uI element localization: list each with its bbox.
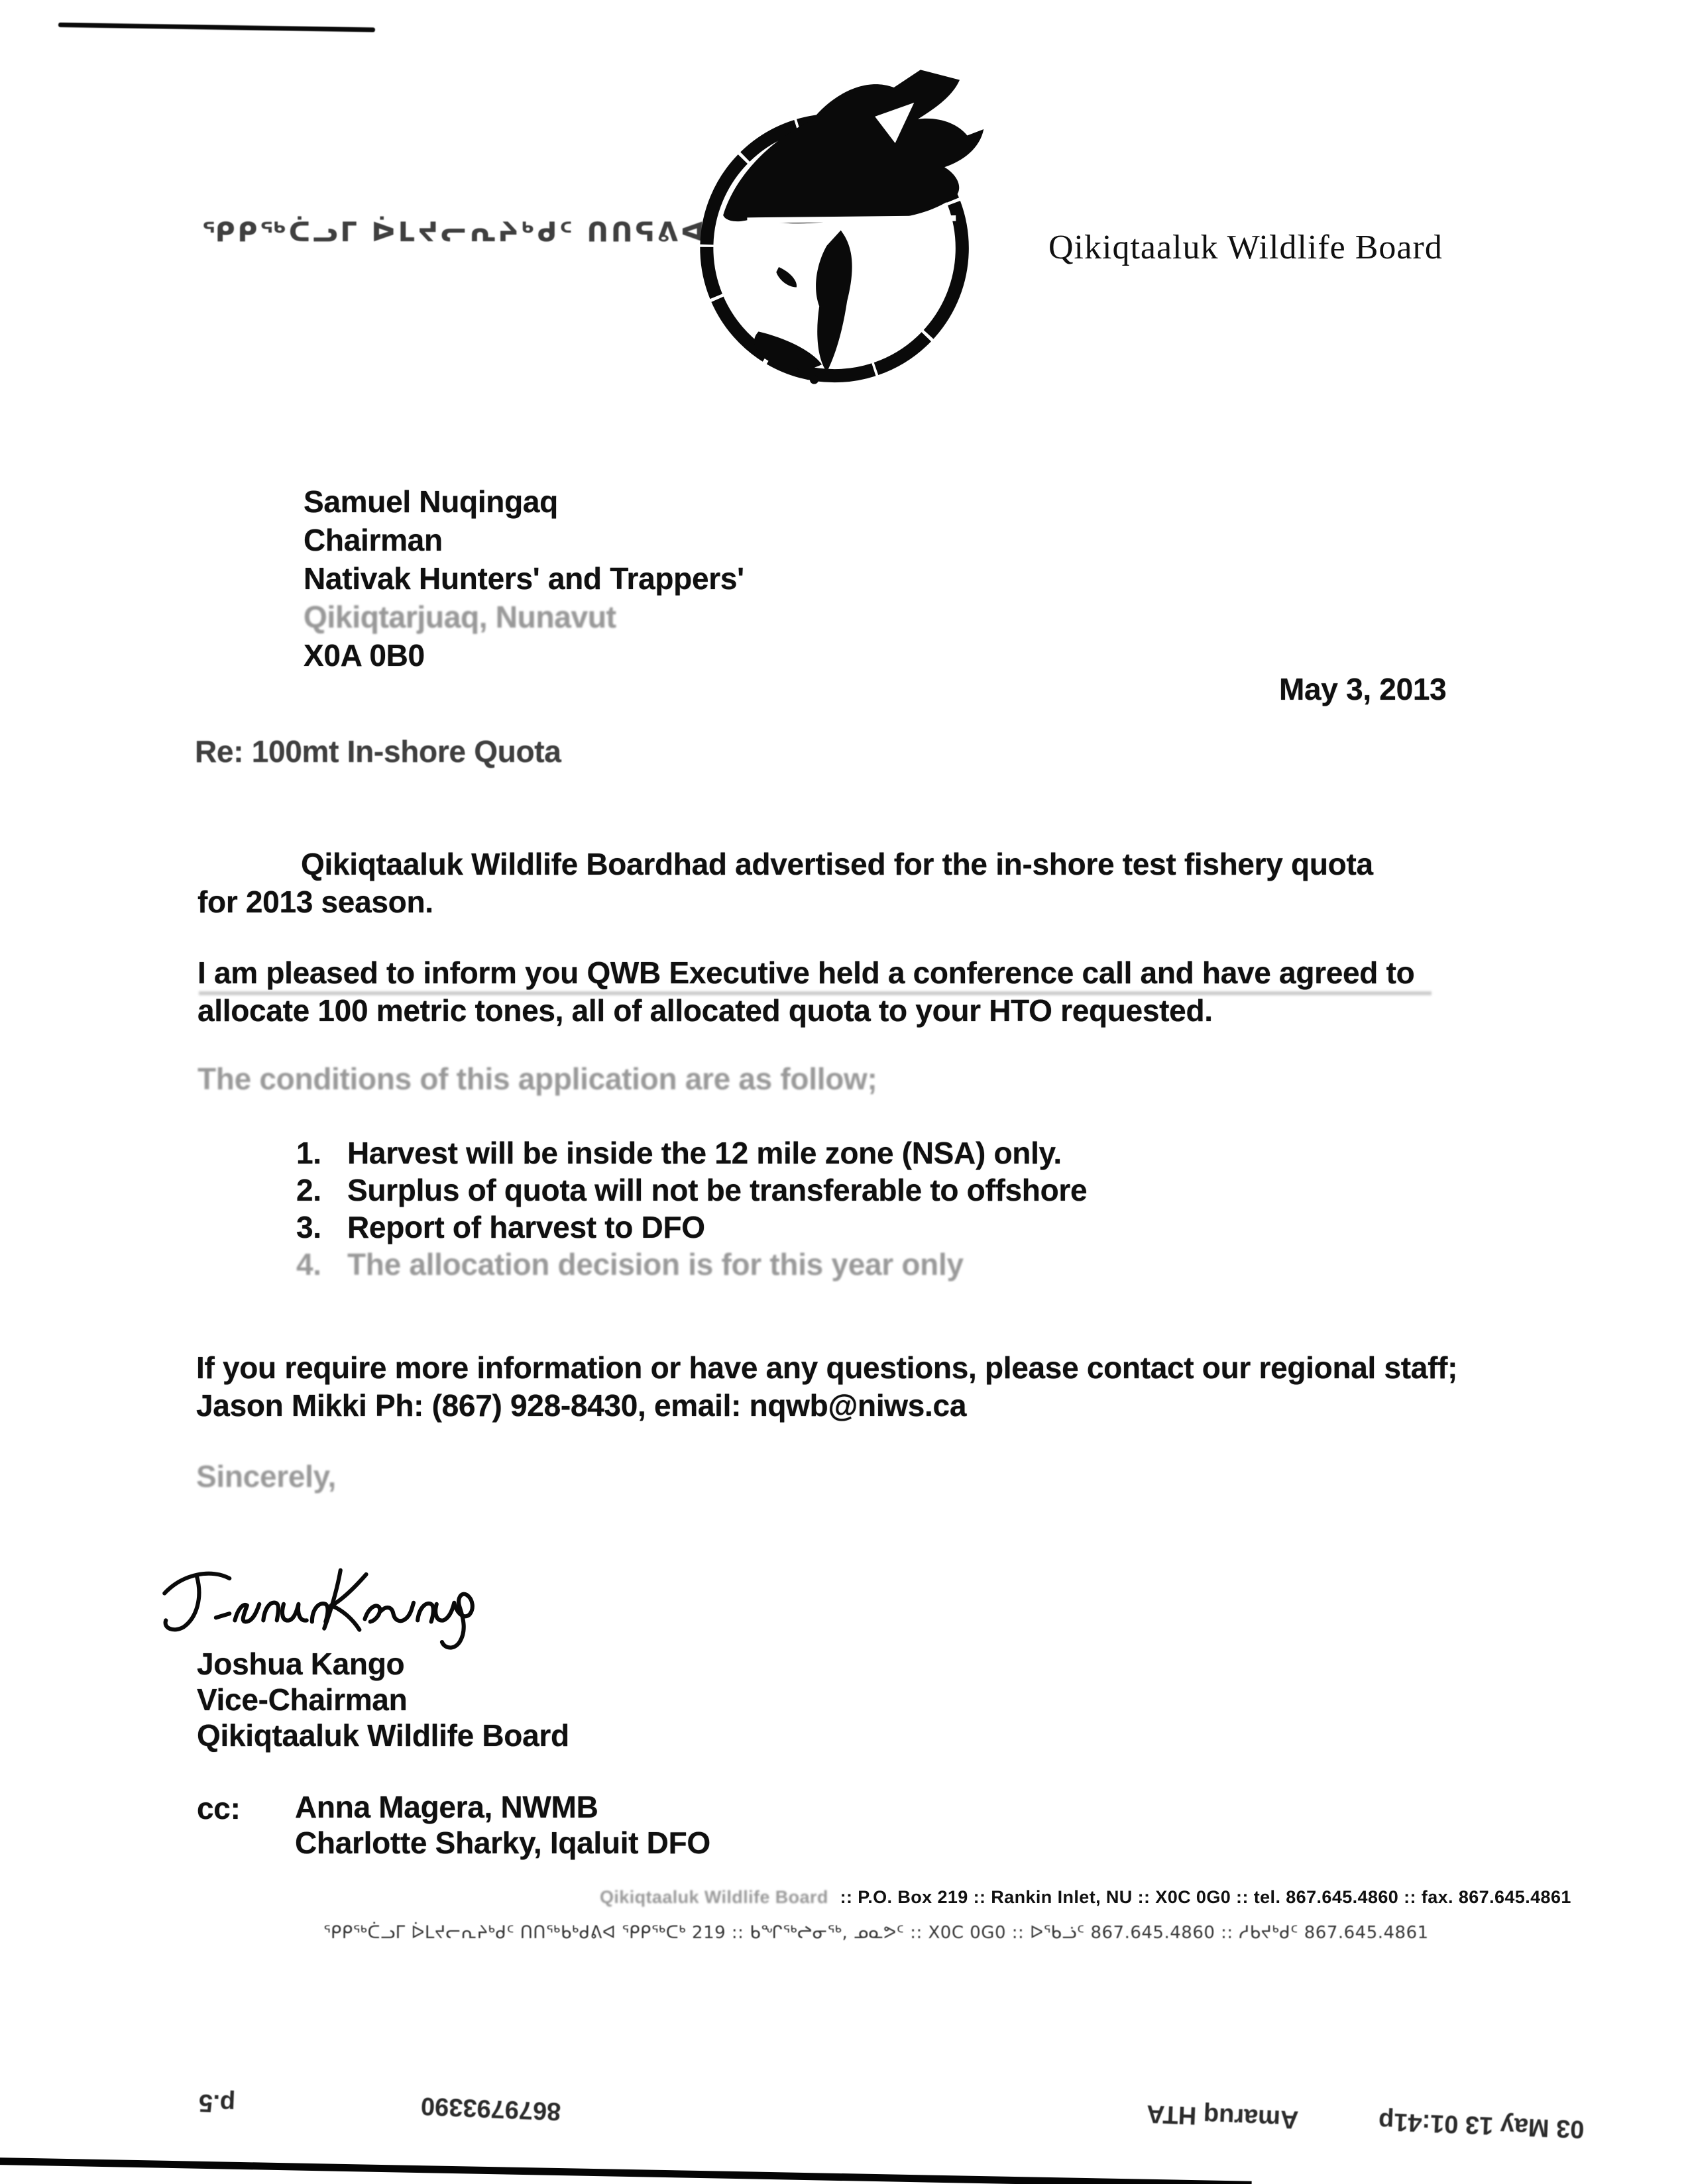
condition-1-text: Harvest will be inside the 12 mile zone (NSA) only.	[347, 1136, 1062, 1170]
condition-2-text: Surplus of quota will not be transferable to offshore	[347, 1173, 1088, 1207]
qwb-bird-emblem-logo-icon	[684, 57, 987, 395]
closing-sincerely: Sincerely,	[196, 1459, 336, 1494]
condition-4-number: 4.	[296, 1247, 321, 1282]
recipient-name: Samuel Nuqingaq	[304, 484, 558, 519]
letterhead-org-name: Qikiqtaaluk Wildlife Board	[1048, 229, 1443, 266]
handwritten-signature-icon	[158, 1558, 476, 1658]
cc-label: cc:	[197, 1791, 241, 1826]
condition-3-number: 3.	[296, 1210, 321, 1244]
fax-page-number: p.5	[198, 2088, 236, 2118]
recipient-organization: Nativak Hunters' and Trappers'	[304, 561, 744, 596]
cc-entry-1: Anna Magera, NWMB	[295, 1790, 598, 1824]
condition-1-number: 1.	[296, 1136, 321, 1170]
paragraph-2: I am pleased to inform you QWB Executive held a conference call and have agreed to allocate 100 metric tones, all of allocated quota to your HTO requested.	[197, 956, 1415, 1028]
condition-4-text: The allocation decision is for this year only	[347, 1247, 964, 1282]
footer-address-line: :: P.O. Box 219 :: Rankin Inlet, NU :: X0C 0G0 :: tel. 867.645.4860 :: fax. 867.645.4861	[840, 1887, 1571, 1907]
letter-date: May 3, 2013	[1279, 672, 1447, 706]
condition-item-1	[296, 1134, 1463, 1172]
condition-item-3	[296, 1209, 1463, 1246]
paragraph-3-conditions-intro: The conditions of this application are as follow;	[197, 1062, 877, 1096]
fax-sender: Amaruq HTA	[1146, 2099, 1300, 2134]
scan-artifact-top-line	[58, 23, 375, 32]
signer-organization: Qikiqtaaluk Wildlife Board	[197, 1718, 569, 1753]
condition-item-2	[296, 1172, 1463, 1209]
scan-artifact-bottom-line	[0, 2157, 1252, 2184]
signer-name: Joshua Kango	[197, 1647, 405, 1681]
paragraph-1: Qikiqtaaluk Wildlife Boardhad advertised for the in-shore test fishery quota for 2013 season.	[197, 847, 1373, 919]
footer-org-name: Qikiqtaaluk Wildlife Board	[600, 1887, 828, 1907]
condition-item-4	[296, 1246, 1463, 1283]
paragraph-4-contact: If you require more information or have any questions, please contact our regional staff; Jason Mikki Ph: (867) 928-8430, email: nqwb@niws.ca	[196, 1350, 1458, 1423]
signer-title: Vice-Chairman	[197, 1682, 408, 1717]
condition-2-number: 2.	[296, 1173, 321, 1207]
cc-entry-2: Charlotte Sharky, Iqaluit DFO	[295, 1826, 710, 1860]
footer-inuktitut-line: ᕿᑭᖅᑖᓗᒥ ᐆᒪᔪᓕᕆᔨᒃᑯᑦ ᑎᑎᖅᑲᒃᑯᕕᐊ ᕿᑭᖅᑕᒃ 219 :: ᑲᖏᖅᖠᓂᖅ, ᓄᓇᕗᑦ :: X0C 0G0 :: ᐅᖃᓘᑦ 867.645.4860 :: ᓱᑲᔪᒃᑯᑦ 867.645.4861	[323, 1923, 1429, 1943]
subject-line: Re: 100mt In-shore Quota	[195, 734, 561, 769]
letterhead-inuktitut-title: ᕿᑭᖅᑖᓗᒥ ᐆᒪᔪᓕᕆᔨᒃᑯᑦ ᑎᑎᕋᕕᐊ	[202, 217, 707, 248]
fax-datetime: 03 May 13 01:41p	[1378, 2106, 1585, 2144]
recipient-title: Chairman	[304, 523, 443, 557]
recipient-city-territory: Qikiqtarjuaq, Nunavut	[304, 600, 616, 634]
recipient-postal-code: X0A 0B0	[304, 638, 425, 673]
fax-number: 8679793390	[420, 2091, 562, 2126]
condition-3-text: Report of harvest to DFO	[347, 1210, 705, 1244]
